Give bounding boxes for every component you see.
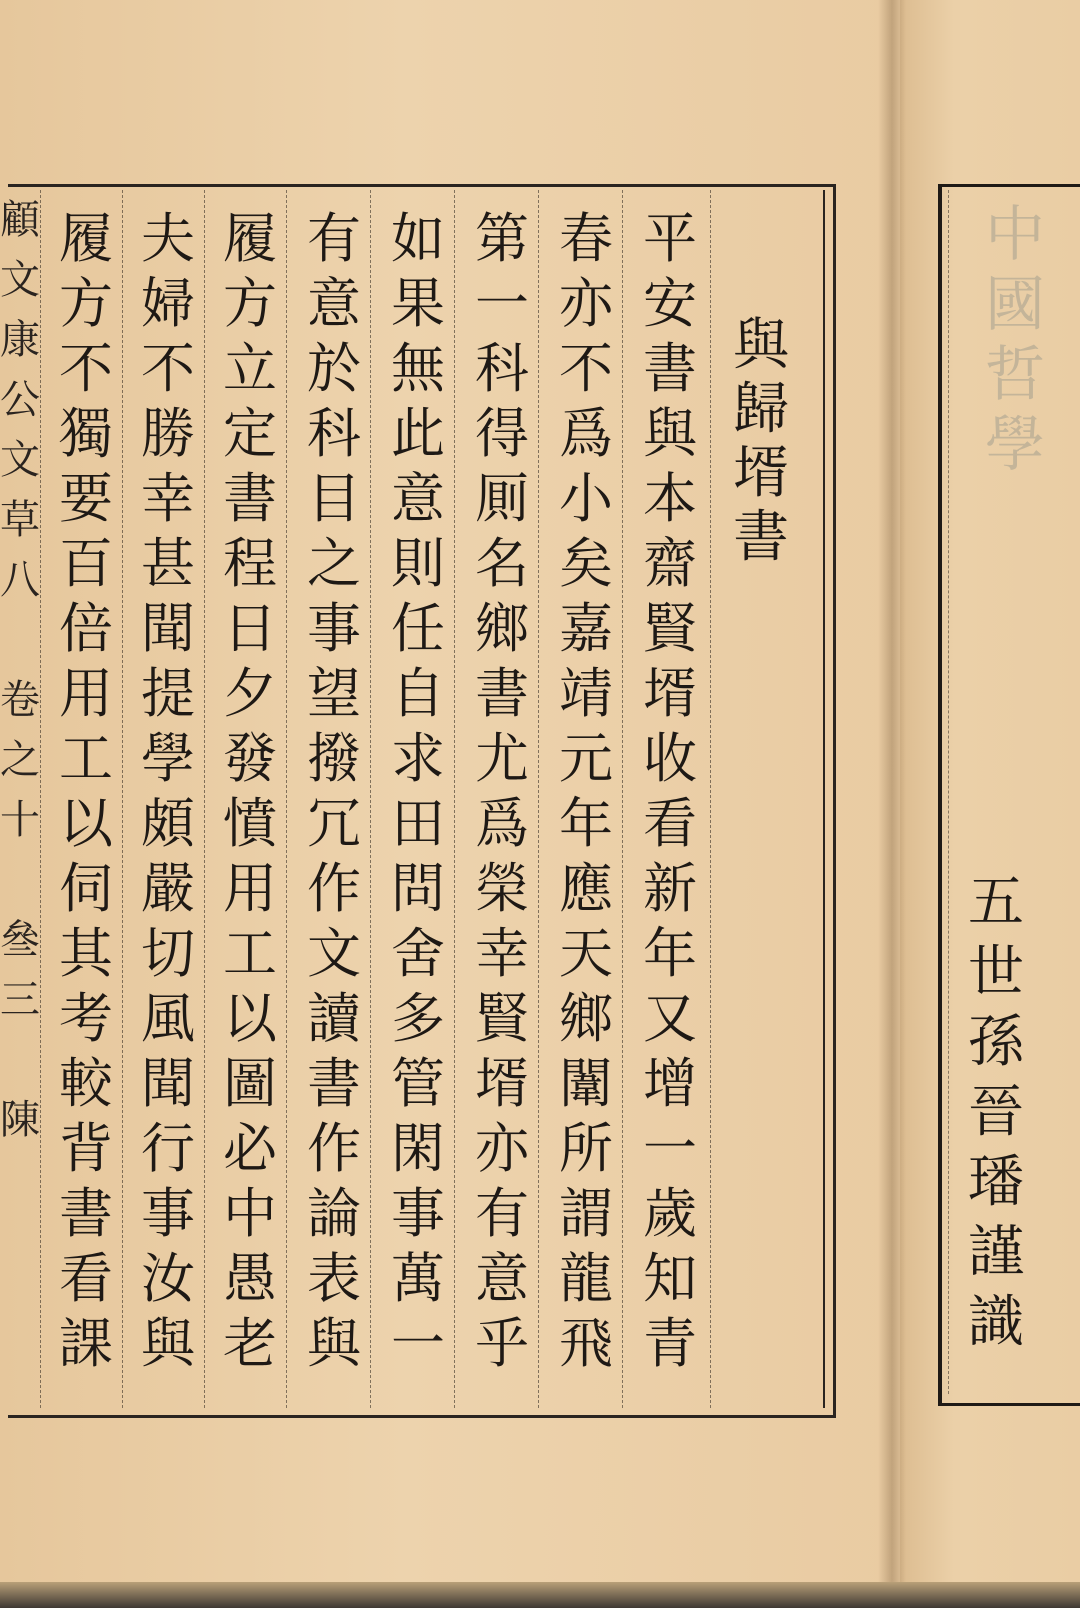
glyph: 本 (643, 467, 697, 530)
glyph: 歸 (733, 377, 789, 442)
column-rule (538, 190, 539, 1408)
glyph: 工 (59, 727, 113, 790)
glyph: 孫 (968, 1010, 1024, 1075)
glyph: 較 (59, 1052, 113, 1115)
glyph: 榮 (475, 857, 529, 920)
glyph: 表 (307, 1247, 361, 1310)
glyph: 一 (643, 1117, 697, 1180)
glyph: 工 (223, 922, 277, 985)
glyph: 晉 (968, 1080, 1024, 1145)
glyph: 夫 (141, 207, 195, 270)
glyph: 賢 (643, 597, 697, 660)
glyph: 齋 (643, 532, 697, 595)
glyph: 看 (59, 1247, 113, 1310)
glyph: 問 (391, 857, 445, 920)
glyph: 尤 (475, 727, 529, 790)
glyph: 目 (307, 467, 361, 530)
glyph: 所 (559, 1117, 613, 1180)
glyph: 此 (391, 402, 445, 465)
glyph: 望 (307, 662, 361, 725)
glyph: 八 (0, 557, 40, 603)
glyph: 五 (968, 870, 1024, 935)
glyph: 乎 (475, 1312, 529, 1375)
glyph: 收 (643, 727, 697, 790)
glyph: 應 (559, 857, 613, 920)
glyph: 事 (307, 597, 361, 660)
column-rule (454, 190, 455, 1408)
glyph: 日 (223, 597, 277, 660)
glyph: 新 (643, 857, 697, 920)
glyph: 幸 (475, 922, 529, 985)
glyph: 中 (223, 1182, 277, 1245)
glyph: 嘉 (559, 597, 613, 660)
glyph (0, 1030, 40, 1090)
glyph: 讀 (307, 987, 361, 1050)
glyph: 於 (307, 337, 361, 400)
glyph: 元 (559, 727, 613, 790)
glyph: 之 (0, 737, 40, 783)
glyph: 有 (307, 207, 361, 270)
glyph: 汝 (141, 1247, 195, 1310)
glyph: 圖 (223, 1052, 277, 1115)
glyph: 一 (475, 272, 529, 335)
glyph: 公 (0, 377, 40, 423)
glyph: 矣 (559, 532, 613, 595)
glyph: 闈 (559, 1052, 613, 1115)
glyph: 甚 (141, 532, 195, 595)
glyph: 用 (59, 662, 113, 725)
glyph: 萬 (391, 1247, 445, 1310)
glyph: 立 (223, 337, 277, 400)
glyph: 青 (643, 1312, 697, 1375)
column-rule (204, 190, 205, 1408)
glyph: 亦 (475, 1117, 529, 1180)
glyph: 愚 (223, 1247, 277, 1310)
glyph: 書 (475, 662, 529, 725)
text-column-3 (466, 206, 538, 1376)
page-bottom-edge (0, 1582, 1080, 1608)
glyph: 謹 (968, 1220, 1024, 1285)
glyph: 靖 (559, 662, 613, 725)
glyph: 不 (141, 337, 195, 400)
glyph: 程 (223, 532, 277, 595)
glyph: 歲 (643, 1182, 697, 1245)
glyph: 名 (475, 532, 529, 595)
glyph: 亦 (559, 272, 613, 335)
glyph: 老 (223, 1312, 277, 1375)
glyph: 又 (643, 987, 697, 1050)
glyph: 冗 (307, 792, 361, 855)
glyph: 行 (141, 1117, 195, 1180)
glyph: 鄉 (559, 987, 613, 1050)
glyph: 賢 (475, 987, 529, 1050)
glyph: 看 (643, 792, 697, 855)
glyph: 倍 (59, 597, 113, 660)
glyph: 爲 (559, 402, 613, 465)
glyph: 學 (141, 727, 195, 790)
glyph: 不 (559, 337, 613, 400)
text-column-6 (214, 206, 286, 1376)
glyph: 康 (0, 317, 40, 363)
text-column-5 (298, 206, 370, 1376)
glyph: 提 (141, 662, 195, 725)
glyph: 世 (968, 940, 1024, 1005)
glyph: 得 (475, 402, 529, 465)
text-column-2 (550, 206, 622, 1376)
book-gutter (878, 0, 906, 1608)
glyph: 要 (59, 467, 113, 530)
glyph: 用 (223, 857, 277, 920)
bleed-through-text (985, 200, 1045, 480)
glyph: 書 (59, 1182, 113, 1245)
glyph: 勝 (141, 402, 195, 465)
glyph: 憤 (223, 792, 277, 855)
right-page-rule (948, 190, 949, 1394)
glyph: 論 (307, 1182, 361, 1245)
block-edge-text (0, 190, 40, 1408)
glyph: 幸 (141, 467, 195, 530)
glyph: 中 (985, 200, 1045, 270)
glyph: 春 (559, 207, 613, 270)
glyph: 顧 (0, 197, 40, 243)
glyph: 草 (0, 497, 40, 543)
glyph: 頗 (141, 792, 195, 855)
glyph: 璠 (968, 1150, 1024, 1215)
glyph: 任 (391, 597, 445, 660)
glyph: 有 (475, 1182, 529, 1245)
glyph: 天 (559, 922, 613, 985)
glyph: 壻 (733, 441, 789, 506)
glyph: 陳 (0, 1097, 40, 1143)
glyph: 管 (391, 1052, 445, 1115)
text-column-1 (634, 206, 706, 1376)
glyph: 國 (985, 270, 1045, 340)
letter-title (725, 314, 797, 570)
glyph: 科 (307, 402, 361, 465)
glyph: 科 (475, 337, 529, 400)
glyph: 第 (475, 207, 529, 270)
text-column-7 (132, 206, 204, 1376)
glyph: 背 (59, 1117, 113, 1180)
glyph: 厠 (475, 467, 529, 530)
glyph: 意 (475, 1247, 529, 1310)
text-column-8 (50, 206, 122, 1376)
glyph: 三 (0, 977, 40, 1023)
glyph: 舍 (391, 922, 445, 985)
glyph: 叄 (0, 917, 40, 963)
glyph: 聞 (141, 1052, 195, 1115)
glyph: 不 (59, 337, 113, 400)
glyph: 則 (391, 532, 445, 595)
glyph: 意 (391, 467, 445, 530)
glyph: 識 (968, 1290, 1024, 1355)
glyph (0, 850, 40, 910)
glyph: 伺 (59, 857, 113, 920)
glyph: 書 (223, 467, 277, 530)
glyph: 書 (643, 337, 697, 400)
glyph: 龍 (559, 1247, 613, 1310)
glyph: 履 (223, 207, 277, 270)
column-rule (710, 190, 711, 1408)
glyph: 鄉 (475, 597, 529, 660)
glyph: 多 (391, 987, 445, 1050)
glyph: 無 (391, 337, 445, 400)
glyph: 閑 (391, 1117, 445, 1180)
glyph: 文 (0, 437, 40, 483)
glyph: 果 (391, 272, 445, 335)
glyph: 十 (0, 797, 40, 843)
glyph: 其 (59, 922, 113, 985)
glyph: 風 (141, 987, 195, 1050)
glyph: 壻 (475, 1052, 529, 1115)
column-rule (622, 190, 623, 1408)
glyph: 書 (733, 505, 789, 570)
glyph: 婦 (141, 272, 195, 335)
glyph: 嚴 (141, 857, 195, 920)
glyph: 與 (643, 402, 697, 465)
glyph: 文 (307, 922, 361, 985)
signature-column (960, 868, 1032, 1358)
glyph: 安 (643, 272, 697, 335)
glyph: 定 (223, 402, 277, 465)
glyph: 以 (59, 792, 113, 855)
glyph: 事 (141, 1182, 195, 1245)
glyph: 書 (307, 1052, 361, 1115)
glyph: 年 (643, 922, 697, 985)
glyph: 方 (223, 272, 277, 335)
glyph: 作 (307, 1117, 361, 1180)
glyph: 方 (59, 272, 113, 335)
glyph: 求 (391, 727, 445, 790)
glyph: 必 (223, 1117, 277, 1180)
glyph: 以 (223, 987, 277, 1050)
glyph: 與 (141, 1312, 195, 1375)
glyph: 與 (307, 1312, 361, 1375)
glyph: 夕 (223, 662, 277, 725)
glyph: 之 (307, 532, 361, 595)
glyph: 事 (391, 1182, 445, 1245)
glyph (0, 610, 40, 670)
glyph: 知 (643, 1247, 697, 1310)
glyph: 卷 (0, 677, 40, 723)
glyph: 文 (0, 257, 40, 303)
glyph: 年 (559, 792, 613, 855)
glyph: 與 (733, 313, 789, 378)
glyph: 增 (643, 1052, 697, 1115)
glyph: 發 (223, 727, 277, 790)
glyph: 意 (307, 272, 361, 335)
glyph: 飛 (559, 1312, 613, 1375)
glyph: 考 (59, 987, 113, 1050)
glyph: 哲 (985, 340, 1045, 410)
glyph: 撥 (307, 727, 361, 790)
glyph: 履 (59, 207, 113, 270)
glyph: 爲 (475, 792, 529, 855)
glyph: 自 (391, 662, 445, 725)
column-rule (370, 190, 371, 1408)
text-column-4 (382, 206, 454, 1376)
glyph: 作 (307, 857, 361, 920)
glyph: 課 (59, 1312, 113, 1375)
glyph: 學 (985, 410, 1045, 480)
glyph: 百 (59, 532, 113, 595)
glyph: 平 (643, 207, 697, 270)
glyph: 獨 (59, 402, 113, 465)
glyph: 如 (391, 207, 445, 270)
glyph: 田 (391, 792, 445, 855)
column-rule (40, 190, 41, 1408)
glyph: 小 (559, 467, 613, 530)
glyph: 謂 (559, 1182, 613, 1245)
glyph: 壻 (643, 662, 697, 725)
glyph: 一 (391, 1312, 445, 1375)
glyph: 聞 (141, 597, 195, 660)
column-rule (286, 190, 287, 1408)
column-rule (122, 190, 123, 1408)
glyph: 切 (141, 922, 195, 985)
